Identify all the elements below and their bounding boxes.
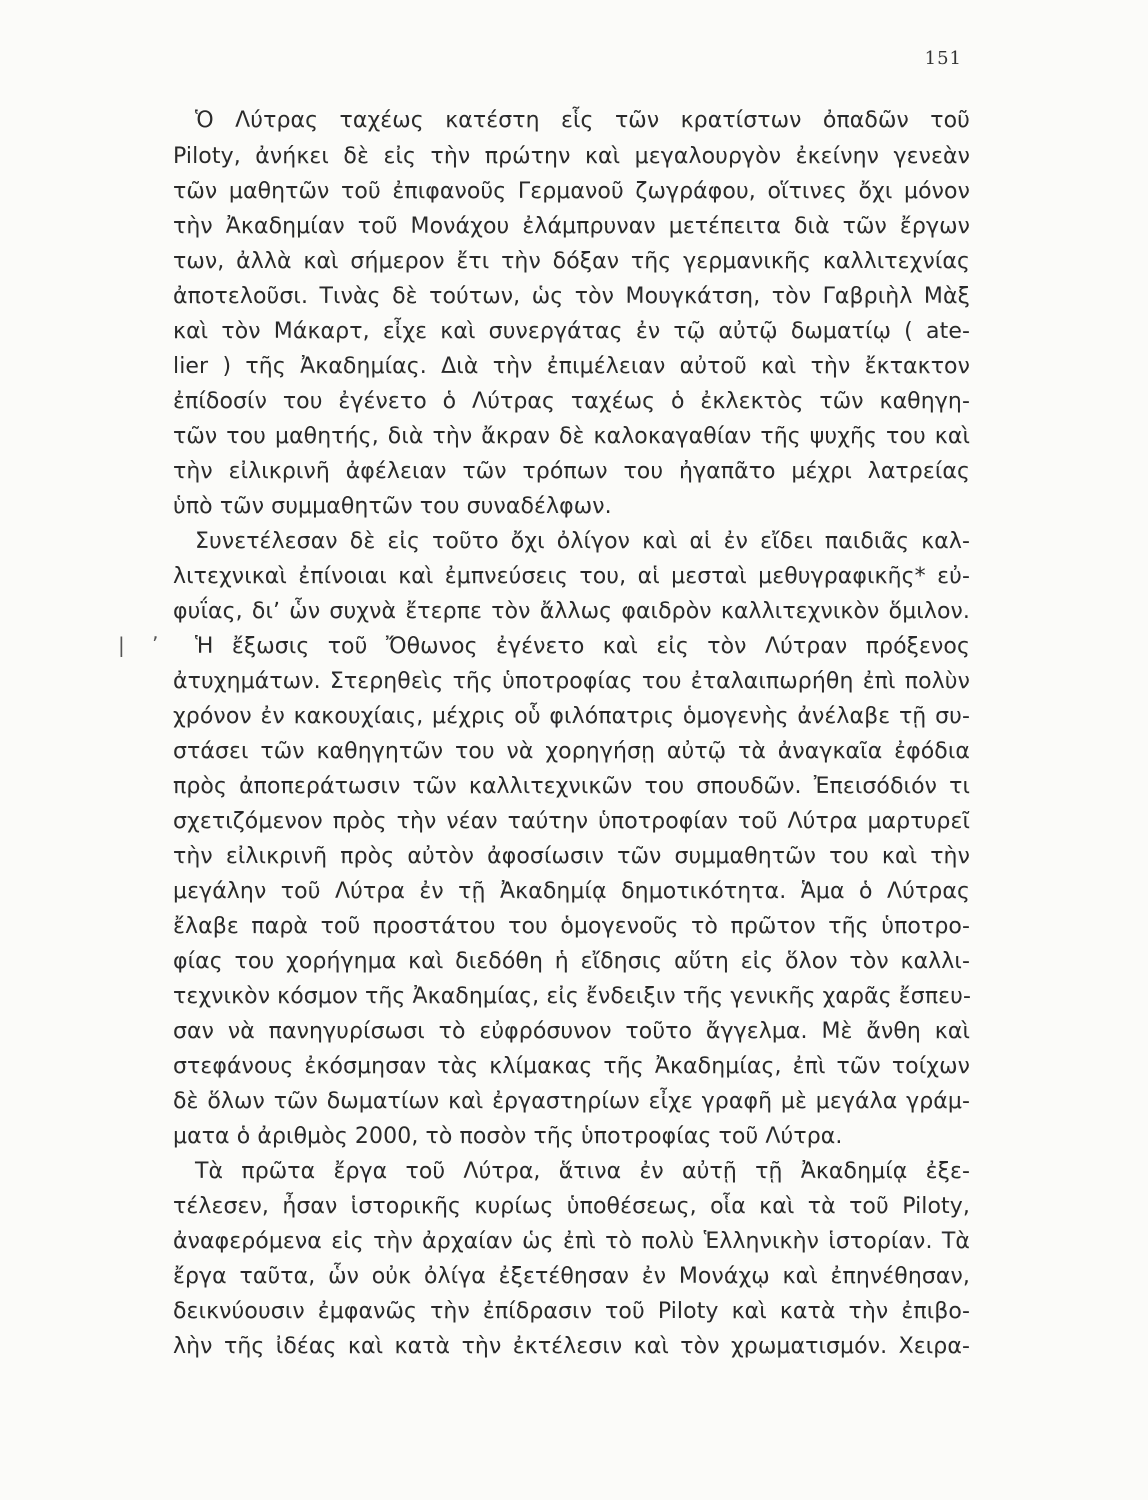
text-line: δὲ ὅλων τῶν δωματίων καὶ ἐργαστηρίων εἶχε γραφῆ μὲ μεγάλα γράμ-	[173, 1089, 970, 1114]
text-line: Ἡ ἔξωσις τοῦ Ὄθωνος ἐγένετο καὶ εἰς τὸν Λύτραν πρόξενος	[195, 634, 970, 659]
text-line: στεφάνους ἐκόσμησαν τὰς κλίμακας τῆς Ἀκαδημίας, ἐπὶ τῶν τοίχων	[173, 1054, 970, 1079]
text-line: μεγάλην τοῦ Λύτρα ἐν τῇ Ἀκαδημίᾳ δημοτικότητα. Ἁμα ὁ Λύτρας	[173, 879, 970, 904]
text-line: τῶν του μαθητής, διὰ τὴν ἄκραν δὲ καλοκαγαθίαν τῆς ψυχῆς του καὶ	[173, 424, 970, 449]
text-line: καὶ τὸν Μάκαρτ, εἶχε καὶ συνεργάτας ἐν τῷ αὐτῷ δωματίῳ ( ate-	[173, 319, 970, 344]
text-line: ἀτυχημάτων. Στερηθεὶς τῆς ὑποτροφίας του ἐταλαιπωρήθη ἐπὶ πολὺν	[173, 669, 970, 694]
text-line: σαν νὰ πανηγυρίσωσι τὸ εὐφρόσυνον τοῦτο ἄγγελμα. Μὲ ἄνθη καὶ	[173, 1019, 970, 1044]
page-number: 151	[924, 48, 962, 69]
text-line: τεχνικὸν κόσμον τῆς Ἀκαδημίας, εἰς ἔνδειξιν τῆς γενικῆς χαρᾶς ἔσπευ-	[173, 984, 972, 1009]
text-line: τέλεσεν, ἦσαν ἱστορικῆς κυρίως ὑποθέσεως, οἷα καὶ τὰ τοῦ Piloty,	[173, 1194, 970, 1219]
text-line: τῶν μαθητῶν τοῦ ἐπιφανοῦς Γερμανοῦ ζωγράφου, οἵτινες ὄχι μόνον	[173, 179, 970, 204]
text-line: λὴν τῆς ἰδέας καὶ κατὰ τὴν ἐκτέλεσιν καὶ τὸν χρωματισμόν. Χειρα-	[173, 1334, 970, 1359]
text-line: Τὰ πρῶτα ἔργα τοῦ Λύτρα, ἅτινα ἐν αὐτῇ τῇ Ἀκαδημίᾳ ἐξε-	[195, 1159, 970, 1184]
text-line: Ὁ Λύτρας ταχέως κατέστη εἷς τῶν κρατίστων ὀπαδῶν τοῦ	[195, 108, 970, 133]
text-line: ἔλαβε παρὰ τοῦ προστάτου του ὁμογενοῦς τὸ πρῶτον τῆς ὑποτρο-	[173, 914, 970, 939]
text-line: ὑπὸ τῶν συμμαθητῶν του συναδέλφων.	[173, 494, 612, 519]
text-line: Piloty, ἀνήκει δὲ εἰς τὴν πρώτην καὶ μεγαλουργὸν ἐκείνην γενεὰν	[173, 144, 970, 169]
text-line: ἐπίδοσίν του ἐγένετο ὁ Λύτρας ταχέως ὁ ἐκλεκτὸς τῶν καθηγη-	[173, 389, 970, 414]
text-line: ἀναφερόμενα εἰς τὴν ἀρχαίαν ὡς ἐπὶ τὸ πολὺ Ἑλληνικὴν ἱστορίαν. Τὰ	[173, 1229, 970, 1254]
text-line: στάσει τῶν καθηγητῶν του νὰ χορηγήσῃ αὐτῷ τὰ ἀναγκαῖα ἐφόδια	[173, 739, 970, 764]
text-line: τὴν εἰλικρινῆ πρὸς αὐτὸν ἀφοσίωσιν τῶν συμμαθητῶν του καὶ τὴν	[173, 844, 970, 869]
text-line: τὴν Ἀκαδημίαν τοῦ Μονάχου ἐλάμπρυναν μετέπειτα διὰ τῶν ἔργων	[173, 214, 970, 239]
text-line: ματα ὁ ἀριθμὸς 2000, τὸ ποσὸν τῆς ὑποτροφίας τοῦ Λύτρα.	[173, 1124, 843, 1149]
text-line: lier ) τῆς Ἀκαδημίας. Διὰ τὴν ἐπιμέλειαν αὐτοῦ καὶ τὴν ἔκτακτον	[173, 354, 970, 379]
text-line: Συνετέλεσαν δὲ εἰς τοῦτο ὄχι ὀλίγον καὶ αἱ ἐν εἴδει παιδιᾶς καλ-	[195, 529, 970, 554]
margin-mark: ʼ	[152, 632, 159, 656]
text-line: λιτεχνικαὶ ἐπίνοιαι καὶ ἐμπνεύσεις του, αἱ μεσταὶ μεθυγραφικῆς* εὐ-	[173, 564, 970, 589]
text-line: χρόνον ἐν κακουχίαις, μέχρις οὗ φιλόπατρις ὁμογενὴς ἀνέλαβε τῇ συ-	[173, 704, 970, 729]
text-line: φυΐας, διʼ ὧν συχνὰ ἔτερπε τὸν ἄλλως φαιδρὸν καλλιτεχνικὸν ὅμιλον.	[173, 599, 970, 624]
text-line: ἀποτελοῦσι. Τινὰς δὲ τούτων, ὡς τὸν Μουγκάτση, τὸν Γαβριὴλ Μὰξ	[173, 284, 970, 309]
text-line: δεικνύουσιν ἐμφανῶς τὴν ἐπίδρασιν τοῦ Piloty καὶ κατὰ τὴν ἐπιβο-	[173, 1299, 970, 1324]
text-line: τὴν εἰλικρινῆ ἀφέλειαν τῶν τρόπων του ἠγαπᾶτο μέχρι λατρείας	[173, 459, 970, 484]
text-line: σχετιζόμενον πρὸς τὴν νέαν ταύτην ὑποτροφίαν τοῦ Λύτρα μαρτυρεῖ	[173, 809, 970, 834]
text-line: φίας του χορήγημα καὶ διεδόθη ἡ εἴδησις αὕτη εἰς ὅλον τὸν καλλι-	[173, 949, 970, 974]
margin-mark: |	[118, 633, 125, 657]
text-line: των, ἀλλὰ καὶ σήμερον ἔτι τὴν δόξαν τῆς γερμανικῆς καλλιτεχνίας	[173, 249, 970, 274]
text-line: ἔργα ταῦτα, ὧν οὐκ ὀλίγα ἐξετέθησαν ἐν Μονάχῳ καὶ ἐπηνέθησαν,	[173, 1264, 970, 1289]
text-line: πρὸς ἀποπεράτωσιν τῶν καλλιτεχνικῶν του σπουδῶν. Ἐπεισόδιόν τι	[173, 774, 970, 799]
